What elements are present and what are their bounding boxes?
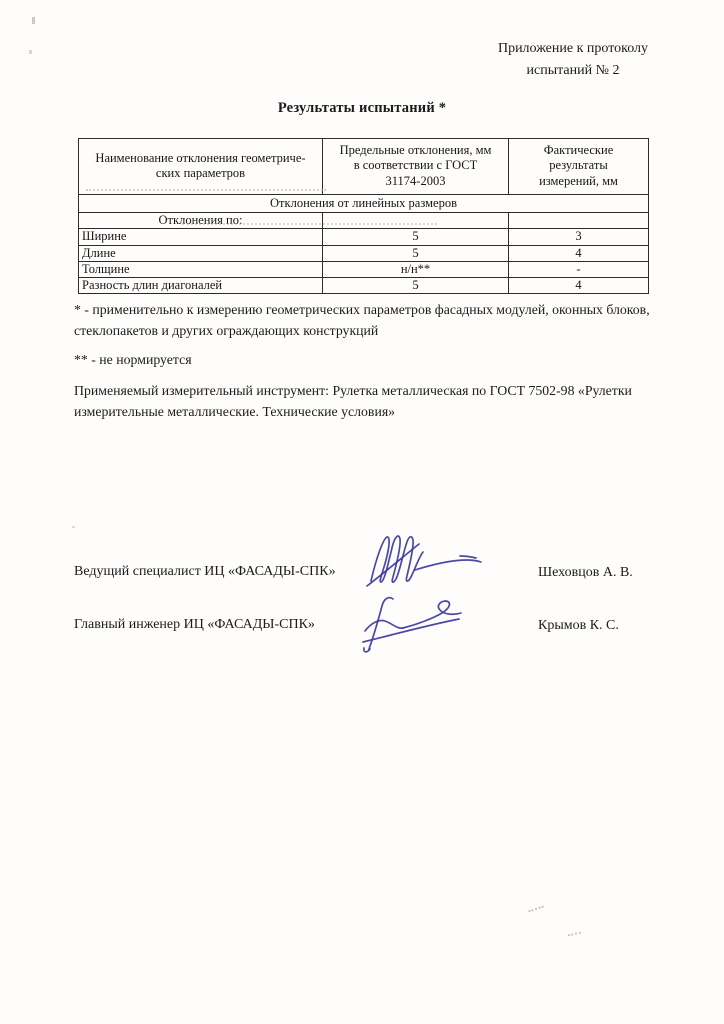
row-parameter: Ширине: [79, 229, 323, 245]
column-header-actual-line2: измерений, мм: [539, 173, 618, 188]
column-header-parameter-line2: ских параметров: [155, 166, 246, 180]
column-header-parameter: [79, 139, 323, 195]
footnote-double-asterisk: ** - не нормируется: [74, 352, 192, 367]
table-row: [79, 229, 649, 245]
row-limit: [323, 213, 509, 229]
scan-speck: [32, 17, 35, 24]
table-row: [79, 213, 649, 229]
column-header-limit-line1: Предельные отклонения, мм: [339, 143, 492, 158]
row-actual: 4: [509, 278, 649, 294]
signature-name-shekhovtsov: Шеховцов А. В.: [538, 565, 633, 580]
scan-speck: [29, 50, 32, 54]
row-actual: -: [509, 261, 649, 277]
signature-role-chief-engineer: Главный инженер ИЦ «ФАСАДЫ-СПК»: [74, 617, 315, 632]
row-actual: 3: [509, 229, 649, 245]
row-limit: 5: [323, 245, 509, 261]
column-header-parameter-line1: Наименование отклонения геометриче-: [95, 150, 306, 165]
row-parameter: Длине: [79, 245, 323, 261]
table-section-row: [79, 195, 649, 213]
table-row: [79, 245, 649, 261]
scan-speck: [72, 526, 75, 528]
column-header-limit: [323, 139, 509, 195]
page-title: Результаты испытаний *: [277, 100, 447, 116]
signature-role-lead-specialist: Ведущий специалист ИЦ «ФАСАДЫ-СПК»: [74, 564, 336, 579]
row-parameter: Толщине: [79, 261, 323, 277]
table-row: [79, 278, 649, 294]
scan-speck: [528, 906, 544, 913]
column-header-actual: [509, 139, 649, 195]
column-header-limit-line2: в соответствии с ГОСТ: [353, 158, 478, 173]
signature-ink-shekhovtsov: [362, 529, 492, 591]
row-actual: [509, 213, 649, 229]
scan-artifact: [86, 189, 326, 191]
row-limit: 5: [323, 278, 509, 294]
header-note-line1: Приложение к протоколу: [497, 41, 649, 56]
header-note: [468, 38, 678, 83]
results-table: [78, 138, 649, 294]
table-row: [79, 261, 649, 277]
signature-name-krymov: Крымов К. С.: [538, 618, 619, 633]
footnote-asterisk: * - применительно к измерению геометрических параметров фасадных модулей, оконных блоков, стеклопакетов и других ограждающих конструкций: [74, 302, 650, 339]
column-header-limit-line3: 31174-2003: [385, 173, 446, 188]
row-parameter: Отклонения по:: [79, 213, 323, 229]
row-limit: н/н**: [323, 261, 509, 277]
row-parameter: Разность длин диагоналей: [79, 278, 323, 294]
header-note-line2: испытаний № 2: [526, 63, 620, 79]
row-actual: 4: [509, 245, 649, 261]
row-limit: 5: [323, 229, 509, 245]
table-header-row: [79, 139, 649, 195]
scan-artifact: [182, 223, 437, 225]
instrument-paragraph: Применяемый измерительный инструмент: Рулетка металлическая по ГОСТ 7502-98 «Рулетки измерительные металлические. Технические условия»: [74, 383, 632, 419]
column-header-actual-line1: Фактические результаты: [543, 143, 614, 173]
signature-ink-krymov: [352, 592, 468, 656]
scan-speck: [568, 932, 581, 937]
section-label: Отклонения от линейных размеров: [79, 195, 649, 213]
